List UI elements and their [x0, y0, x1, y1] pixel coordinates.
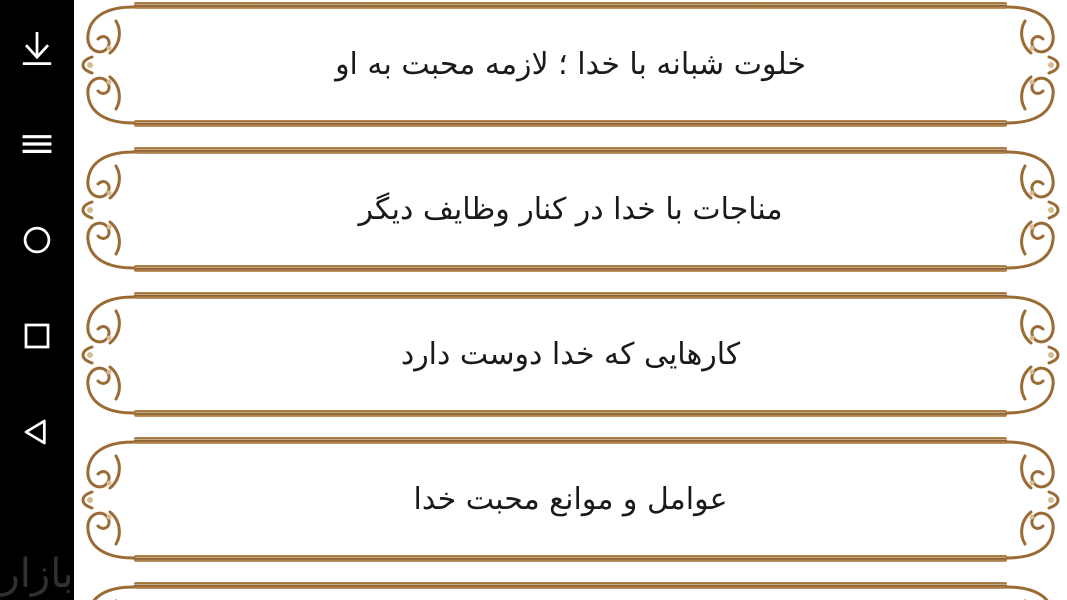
list-item-title: عوامل و موانع محبت خدا — [413, 482, 728, 517]
ornament-icon — [76, 581, 138, 600]
ornament-icon — [1003, 436, 1065, 564]
ornament-icon — [1003, 581, 1065, 600]
frame-line-bottom — [134, 410, 1007, 417]
back-icon[interactable] — [0, 384, 74, 480]
frame-line-top — [134, 582, 1007, 589]
list-scroll-container[interactable] — [74, 0, 1067, 600]
frame-line-bottom — [134, 120, 1007, 127]
list-item-title: خلوت شبانه با خدا ؛ لازمه محبت به او — [335, 47, 806, 82]
list-item[interactable] — [74, 572, 1067, 600]
frame-line-top — [134, 292, 1007, 299]
frame-line-bottom — [134, 555, 1007, 562]
ornament-icon — [76, 1, 138, 129]
ornament-icon — [76, 146, 138, 274]
frame-line-top — [134, 437, 1007, 444]
list-item-title: کارهایی که خدا دوست دارد — [400, 337, 741, 372]
list-item[interactable] — [74, 427, 1067, 572]
home-icon[interactable] — [0, 192, 74, 288]
download-icon[interactable] — [0, 0, 74, 96]
list-item[interactable] — [74, 282, 1067, 427]
ornament-icon — [1003, 291, 1065, 419]
ornament-icon — [76, 291, 138, 419]
list-item-title: مناجات با خدا در کنار وظایف دیگر — [358, 192, 783, 227]
frame-line-bottom — [134, 265, 1007, 272]
recents-icon[interactable] — [0, 288, 74, 384]
ornament-icon — [1003, 146, 1065, 274]
menu-icon[interactable] — [0, 96, 74, 192]
frame-line-top — [134, 147, 1007, 154]
store-watermark: بازار — [0, 551, 74, 597]
list-item[interactable] — [74, 137, 1067, 282]
ornament-icon — [76, 436, 138, 564]
frame-line-top — [134, 2, 1007, 9]
article-list[interactable] — [74, 0, 1067, 600]
system-navigation-bar — [0, 0, 74, 600]
list-item[interactable] — [74, 0, 1067, 137]
ornament-icon — [1003, 1, 1065, 129]
